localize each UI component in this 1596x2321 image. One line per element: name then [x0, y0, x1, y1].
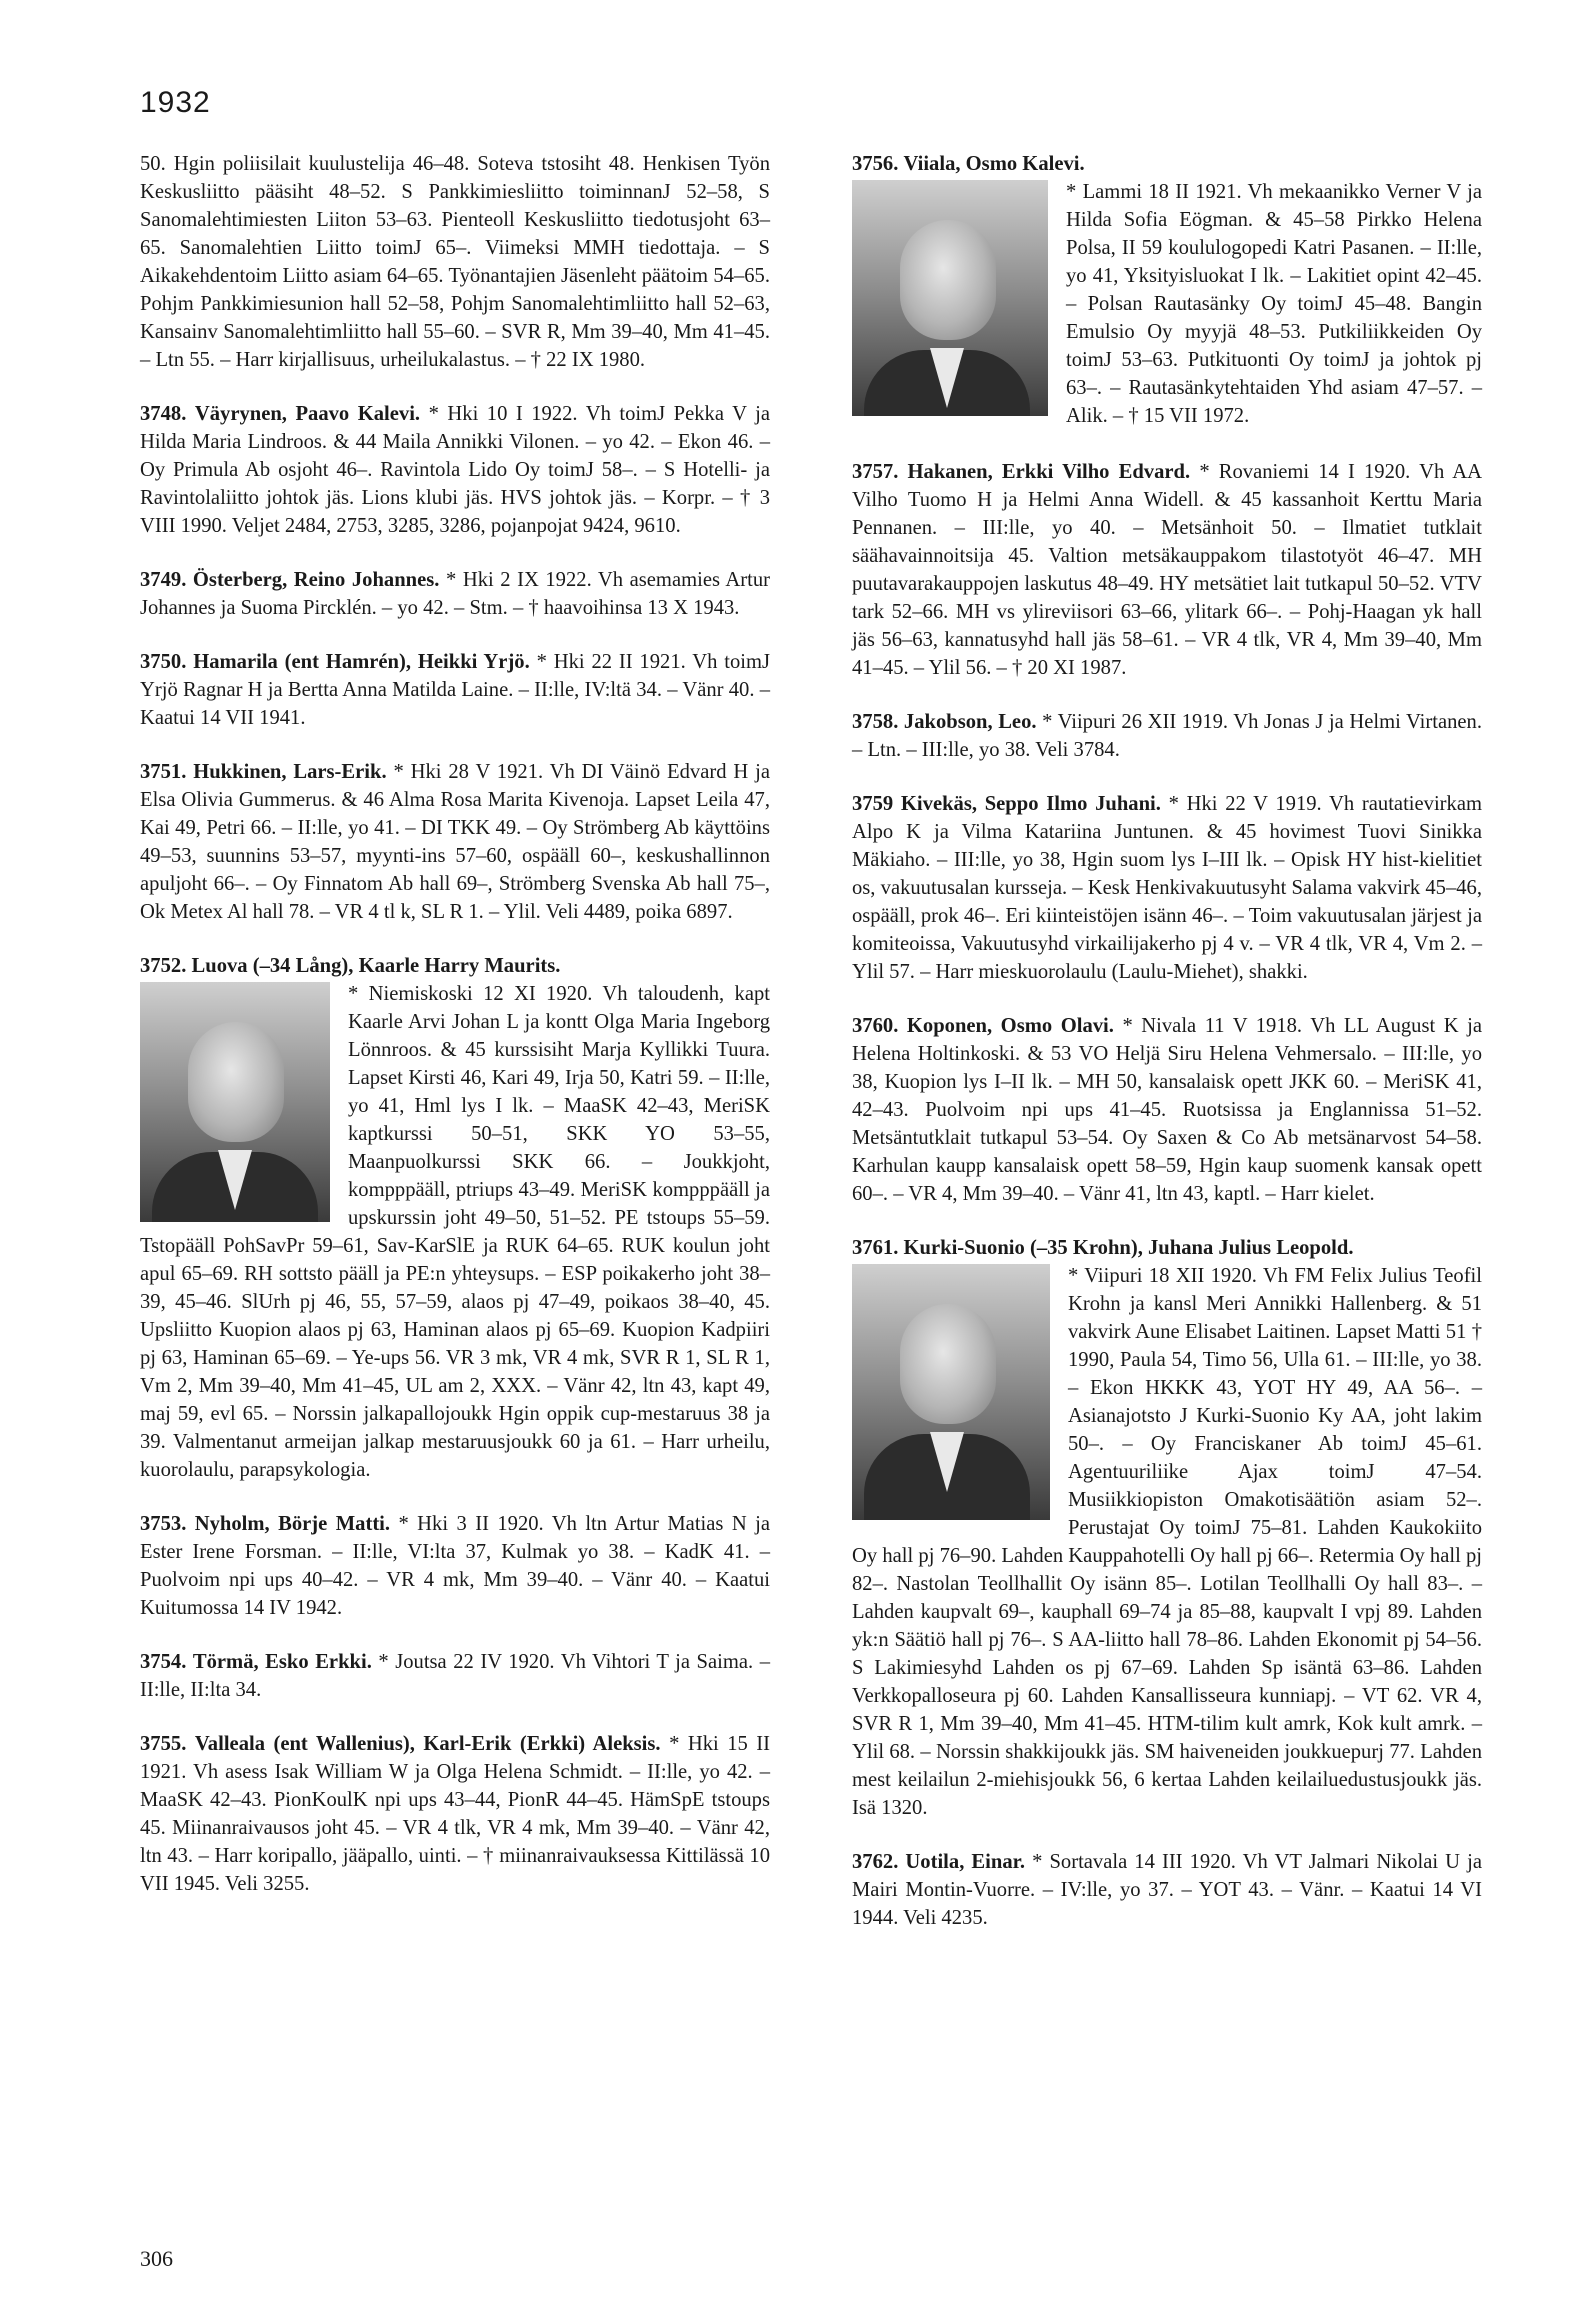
entry-number: 3750. [140, 651, 187, 673]
entry-number: 3751. [140, 761, 187, 783]
entry-number: 3758. [852, 711, 899, 733]
entry-name: Luova (–34 Lång), Kaarle Harry Maurits. [191, 955, 561, 977]
entry-text: 50. Hgin poliisilait kuulustelija 46–48. Soteva tstosiht 48. Henkisen Työn Keskusliitto pääsiht 48–52. S Pankkimiesliitto toiminnanJ 52–58, S Sanomalehtimiesten Liiton 53–63. Pienteoll Keskusliitto tiedotusjoht 63–65. Sanomalehtien Liitto toimJ 65–. Viimeksi MMH tiedottaja. – S Aikakehdentoim Liitto asiam 64–65. Työnantajien Jäsenleht päätoim 54–65. Pohjm Pankkimiesunion hall 52–58, Pohjm Sanomalehtimliitto hall 52–63, Kansainv Sanomalehtimliitto hall 55–60. – SVR R, Mm 39–40, Mm 41–45. – Ltn 55. – Harr kirjallisuus, urheilukalastus. – † 22 IX 1980. [140, 153, 770, 371]
entry-number: 3760. [852, 1015, 899, 1037]
entry-text: * Lammi 18 II 1921. Vh mekaanikko Verner V ja Hilda Sofia Eögman. & 45–58 Pirkko Helena Polsa, II 59 koululogopedi Katri Pasanen. – II:lle, yo 41, Yksityisluokat I lk. – Lakitiet opint 42–45. – Polsan Rautasänky Oy toimJ 45–48. Bangin Emulsio Oy myyjä 48–53. Putkiliikkeiden Oy toimJ 53–63. Putkituonti Oy toimJ ja johtok pj 63–. – Rautasänkytehtaiden Yhd asiam 47–57. – Alik. – † 15 VII 1972. [1066, 181, 1482, 427]
entry-number: 3762. [852, 1851, 899, 1873]
entry-text: * Nivala 11 V 1918. Vh LL August K ja Helena Holtinkoski. & 53 VO Heljä Siru Helena Vehmersalo. – III:lle, yo 38, Kuopion lys I–II lk. – MH 50, kansalaisk opett JKK 60. – MeriSK 41, 42–43. Puolvoim npi ups 41–45. Ruotsissa ja Englannissa 51–52. Metsäntutklait tutkapul 53–54. Oy Saxen & Co Ab metsänarvost 54–58. Karhulan kaupp kansalaisk opett 58–59, Hgin kaup suomenk kansak opett 60–. – VR 4, Mm 39–40. – Vänr 41, ltn 43, kaptl. – Harr kielet. [852, 1015, 1483, 1205]
entry-text: * Hki 28 V 1921. Vh DI Väinö Edvard H ja Elsa Olivia Gummerus. & 46 Alma Rosa Marita Kivenoja. Lapset Leila 47, Kai 49, Petri 66. – II:lle, yo 41. – DI TKK 49. – Oy Strömberg Ab käyttöins 49–53, suunnins 53–57, myynti-ins 57–60, ospääll 60–, keskushallinnon apuljoht 66–. – Oy Finnatom Ab hall 69–, Strömberg Svenska Ab hall 75–, Ok Metex Al hall 78. – VR 4 tl k, SL R 1. – Ylil. Veli 4489, poika 6897. [140, 761, 770, 923]
entry-text: * Hki 22 V 1919. Vh rautatievirkam Alpo K ja Vilma Katariina Juntunen. & 45 hovimest Tuovi Sinikka Mäkiaho. – III:lle, yo 38, Hgin suom lys I–III lk. – Opisk HY hist-kielitiet os, vakuutusalan kursseja. – Kesk Henkivakuutusyht Salama vakvirk 45–46, ospääll, prok 46–. Eri kiinteistöjen isänn 46–. – Toim vakuutusalan järjest ja komiteoissa, Vakuutusyhd virkailijakerho pj 4 v. – VR 4 tlk, VR 4, Vm 2. – Ylil 57. – Harr mieskuorolaulu (Laulu-Miehet), shakki. [852, 793, 1482, 983]
entry-name: Valleala (ent Wallenius), Karl-Erik (Erkki) Aleksis. [194, 1733, 661, 1755]
entry-text: * Joutsa 22 IV 1920. Vh Vihtori T ja Saima. – II:lle, II:lta 34. [140, 1651, 770, 1701]
entry-name: Kivekäs, Seppo Ilmo Juhani. [900, 793, 1161, 815]
entry-3756 [852, 150, 1482, 430]
entry-text: * Hki 15 II 1921. Vh asess Isak William W ja Olga Helena Schmidt. – II:lle, yo 42. – MaaSK 42–43. PionKoulK npi ups 43–44, PionR 44–45. HämSpE tstoups 45. Miinanraivausos joht 45. – VR 4 tlk, VR 4 mk, Mm 39–40. – Vänr 42, ltn 43. – Harr koripallo, jääpallo, uinti. – † miinanraivauksessa Kittilässä 10 VII 1945. Veli 3255. [140, 1733, 770, 1895]
entry-3754 [140, 1648, 770, 1704]
entry-name: Viiala, Osmo Kalevi. [903, 153, 1085, 175]
entry-text: * Rovaniemi 14 I 1920. Vh AA Vilho Tuomo H ja Helmi Anna Widell. & 45 kassanhoit Kerttu Maria Pennanen. – III:lle, yo 40. – Metsänhoit 50. – Ilmatiet tutklait säähavainnoitsija 45. Valtion metsäkauppakom tilastotyöt 46–47. MH puutavarakauppojen laskutus 48–49. HY metsätiet lait tutkapul 50–52. VTV tark 52–66. MH vs ylireviisori 63–66, ylitark 66–. – Pohj-Haagan yk hall jäs 56–63, kannatusyhd hall jäs 58–61. – VR 4 tlk, VR 4, Mm 39–40, Mm 41–45. – Ylil 56. – † 20 XI 1987. [852, 461, 1483, 679]
portrait-photo [852, 1264, 1050, 1520]
entry-continuation [140, 150, 770, 374]
entry-3758 [852, 708, 1482, 764]
page-number: 306 [140, 2246, 173, 2271]
entry-name: Törmä, Esko Erkki. [192, 1651, 372, 1673]
entry-name: Jakobson, Leo. [903, 711, 1037, 733]
entry-name: Hukkinen, Lars-Erik. [193, 761, 387, 783]
entry-3759 [852, 790, 1482, 986]
entry-3752 [140, 952, 770, 1484]
portrait-photo [140, 982, 330, 1222]
right-column [852, 150, 1482, 1958]
entry-3761 [852, 1234, 1482, 1822]
entry-text: * Sortavala 14 III 1920. Vh VT Jalmari Nikolai U ja Mairi Montin-Vuorre. – IV:lle, yo 37. – YOT 43. – Vänr. – Kaatui 14 VI 1944. Veli 4235. [852, 1851, 1482, 1929]
entry-3760 [852, 1012, 1482, 1208]
entry-3755 [140, 1730, 770, 1898]
entry-text: * Viipuri 26 XII 1919. Vh Jonas J ja Helmi Virtanen. – Ltn. – III:lle, yo 38. Veli 3784. [852, 711, 1482, 761]
entry-number: 3753. [140, 1513, 187, 1535]
entry-name: Uotila, Einar. [905, 1851, 1026, 1873]
page-year-heading: 1932 [140, 86, 211, 119]
entry-3753 [140, 1510, 770, 1622]
entry-text: * Hki 3 II 1920. Vh ltn Artur Matias N ja Ester Irene Forsman. – II:lle, VI:lta 37, Kulmak yo 38. – KadK 41. – Puolvoim npi ups 40–42. – VR 4 mk, Mm 39–40. – Vänr 40. – Kaatui Kuitumossa 14 IV 1942. [140, 1513, 770, 1619]
entry-number: 3752. [140, 955, 187, 977]
entry-name: Kurki-Suonio (–35 Krohn), Juhana Julius Leopold. [903, 1237, 1354, 1259]
entry-number: 3759 [852, 793, 894, 815]
entry-name: Hamarila (ent Hamrén), Heikki Yrjö. [193, 651, 530, 673]
entry-3757 [852, 458, 1482, 682]
left-column [140, 150, 770, 1924]
entry-text: * Niemiskoski 12 XI 1920. Vh taloudenh, kapt Kaarle Arvi Johan L ja kontt Olga Maria Ingeborg Lönnroos. & 45 kurssisiht Marja Kyllikki Tuura. Lapset Kirsti 46, Kari 49, Irja 50, Katri 59. – II:lle, yo 41, Hml lys I lk. – MaaSK 42–43, MeriSK kaptkurssi 50–51, SKK YO 53–55, Maanpuolkurssi SKK 66. – Joukkjoht, kompppääll, ptriups 43–49. MeriSK kompppääll ja upskurssin joht 49–50, 51–52. PE tstoups 55–59. Tstopääll PohSavPr 59–61, Sav-KarSlE ja RUK 64–65. RUK koulun joht apul 65–69. RH sottsto pääll ja PE:n yhteysups. – ESP poikakerho joht 38–39, 45–46. SlUrh pj 46, 55, 57–59, alaos pj 47–49, poikaos 38–40, 45. Upsliitto Kuopion alaos pj 63, Haminan alaos pj 65–69. Kuopion Kadpiiri pj 63, Haminan 65–69. – Ye-ups 56. VR 3 mk, VR 4 mk, SVR R 1, SL R 1, Vm 2, Mm 39–40, Mm 41–45, UL am 2, XXX. – Vänr 42, ltn 43, kapt 49, maj 59, evl 65. – Norssin jalkapallojoukk Hgin oppik cup-mestaruus 38 ja 39. Valmentanut armeijan jalkap mestaruusjoukk 60 ja 61. – Harr urheilu, kuorolaulu, parapsykologia. [140, 983, 770, 1481]
entry-3748 [140, 400, 770, 540]
entry-3750 [140, 648, 770, 732]
entry-name: Väyrynen, Paavo Kalevi. [194, 403, 421, 425]
entry-text: * Viipuri 18 XII 1920. Vh FM Felix Julius Teofil Krohn ja kansl Meri Annikki Hallenberg. & 51 vakvirk Aune Elisabet Laitinen. Lapset Matti 51 † 1990, Paula 54, Timo 56, Ulla 61. – III:lle, yo 38. – Ekon HKKK 43, YOT HY 49, AA 56–. – Asianajotsto J Kurki-Suonio Ky AA, joht lakim 50–. – Oy Franciskaner Ab toimJ 45–61. Agentuuriliike Ajax toimJ 47–54. Musiikkiopiston Omakotisäätiön asiam 52–. Perustajat Oy toimJ 75–81. Lahden Kaukokiito Oy hall pj 76–90. Lahden Kauppahotelli Oy hall pj 66–. Retermia Oy hall pj 82–. Nastolan Teollhallit Oy isänn 85–. Lotilan Teollhalli Oy hall 83–. – Lahden kaupvalt 69–, kauphall 69–74 ja 85–88, kaupvalt I vpj 89. Lahden yk:n Säätiö hall pj 76–. S AA-liitto hall 78–86. Lahden Ekonomit pj 54–56. S Lakimiesyhd Lahden os pj 67–69. Lahden Sp isäntä 63–86. Lahden Verkkopalloseura pj 60. Lahden Kansallisseura kunniapj. – VT 62. VR 4, SVR R 1, Mm 39–40, Mm 41–45. HTM-tilim kult amrk, Kok kult amrk. – Ylil 68. – Norssin shakkijoukk jäs. SM haiveneiden joukkuepurj 77. Lahden mest keilailun 2-miehisjoukk 56, 6 kertaa Lahden keilailuedustusjoukk jäs. Isä 1320. [852, 1265, 1482, 1819]
entry-3751 [140, 758, 770, 926]
entry-text: * Hki 2 IX 1922. Vh asemamies Artur Johannes ja Suoma Pircklén. – yo 42. – Stm. – † haavoihinsa 13 X 1943. [140, 569, 770, 619]
entry-3749 [140, 566, 770, 622]
entry-number: 3749. [140, 569, 187, 591]
entry-number: 3757. [852, 461, 899, 483]
entry-number: 3755. [140, 1733, 187, 1755]
entry-number: 3754. [140, 1651, 187, 1673]
entry-number: 3761. [852, 1237, 899, 1259]
entry-text: * Hki 10 I 1922. Vh toimJ Pekka V ja Hilda Maria Lindroos. & 44 Maila Annikki Vilonen. – yo 42. – Ekon 46. – Oy Primula Ab osjoht 46–. Ravintola Lido Oy toimJ 58–. – S Hotelli- ja Ravintolaliitto johtok jäs. Lions klubi jäs. HVS johtok jäs. – Korpr. – † 3 VIII 1990. Veljet 2484, 2753, 3285, 3286, pojanpojat 9424, 9610. [140, 403, 770, 537]
entry-name: Hakanen, Erkki Vilho Edvard. [907, 461, 1191, 483]
entry-number: 3748. [140, 403, 187, 425]
entry-number: 3756. [852, 153, 899, 175]
entry-name: Nyholm, Börje Matti. [194, 1513, 391, 1535]
entry-name: Österberg, Reino Johannes. [192, 569, 440, 591]
entry-3762 [852, 1848, 1482, 1932]
entry-name: Koponen, Osmo Olavi. [906, 1015, 1114, 1037]
entry-text: * Hki 22 II 1921. Vh toimJ Yrjö Ragnar H ja Bertta Anna Matilda Laine. – II:lle, IV:ltä 34. – Vänr 40. – Kaatui 14 VII 1941. [140, 651, 770, 729]
portrait-photo [852, 180, 1048, 416]
